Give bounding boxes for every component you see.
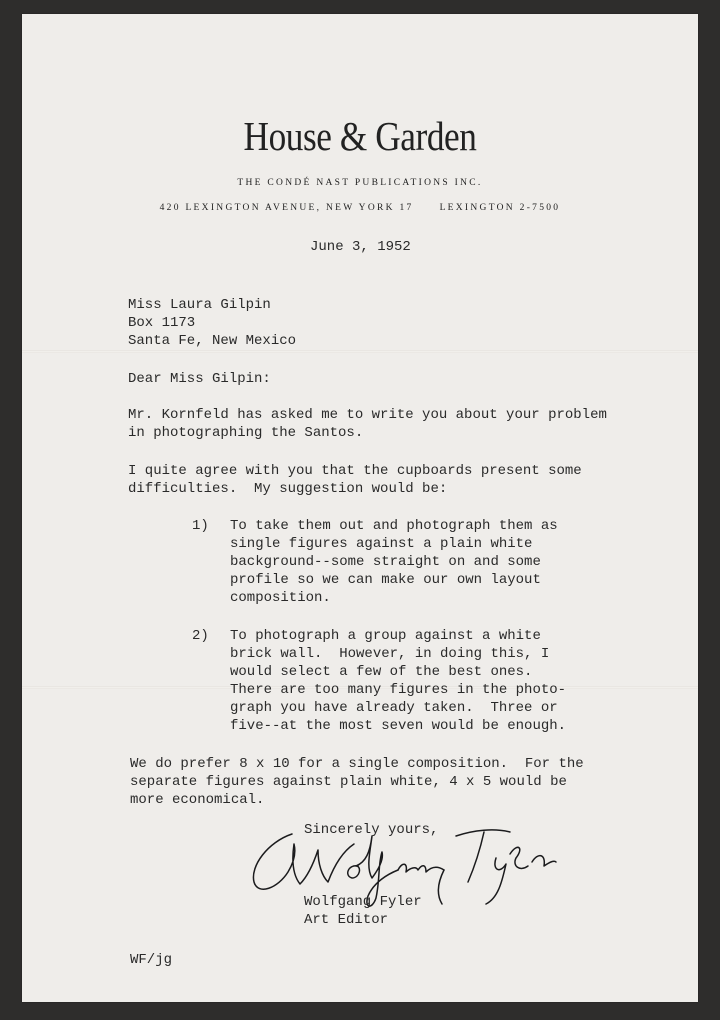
signer-name: Wolfgang Fyler [304, 894, 422, 910]
letter-date: June 3, 1952 [310, 239, 411, 255]
closing: Sincerely yours, [304, 822, 439, 838]
recipient-block [128, 296, 296, 350]
paragraph-line: Mr. Kornfeld has asked me to write you about your problem [128, 407, 607, 423]
letterhead-address-line [22, 203, 698, 213]
list-item-line: composition. [230, 590, 331, 606]
list-item-1-number: 1) [192, 518, 209, 534]
typist-initials: WF/jg [130, 952, 173, 968]
list-item-line: profile so we can make our own layout [230, 572, 541, 588]
list-item-line: To photograph a group against a white [230, 628, 541, 644]
list-item-line: There are too many figures in the photo- [230, 682, 567, 698]
signer-block [304, 893, 422, 929]
signer-title: Art Editor [304, 912, 389, 928]
letterhead-publisher: THE CONDÉ NAST PUBLICATIONS INC. [237, 178, 483, 188]
list-item-line: background--some straight on and some [230, 554, 541, 570]
recipient-line: Box 1173 [128, 315, 196, 331]
list-item-line: brick wall. However, in doing this, I [230, 646, 550, 662]
list-item-line: graph you have already taken. Three or [230, 700, 558, 716]
paragraph-line: I quite agree with you that the cupboards present some [128, 463, 582, 479]
paragraph-line: We do prefer 8 x 10 for a single composition. For the [130, 756, 584, 772]
letterhead-phone: LEXINGTON 2-7500 [439, 203, 561, 213]
paragraph-line: in photographing the Santos. [128, 425, 364, 441]
salutation: Dear Miss Gilpin: [128, 371, 271, 387]
paragraph-2 [128, 462, 582, 498]
list-item-1 [230, 517, 558, 607]
paragraph-line: separate figures against plain white, 4 x 5 would be [130, 774, 567, 790]
paragraph-line: more economical. [130, 792, 265, 808]
list-item-2 [230, 627, 566, 735]
paragraph-3 [130, 755, 584, 809]
list-item-line: To take them out and photograph them as [230, 518, 558, 534]
recipient-line: Santa Fe, New Mexico [128, 333, 297, 349]
letter-page [22, 14, 698, 1002]
paragraph-1 [128, 406, 607, 442]
letterhead-address: 420 LEXINGTON AVENUE, NEW YORK 17 [159, 203, 414, 213]
recipient-line: Miss Laura Gilpin [128, 297, 271, 313]
list-item-line: five--at the most seven would be enough. [230, 718, 567, 734]
paragraph-line: difficulties. My suggestion would be: [128, 481, 448, 497]
list-item-line: single figures against a plain white [230, 536, 533, 552]
list-item-line: would select a few of the best ones. [230, 664, 533, 680]
fold-line-top [22, 350, 698, 353]
letterhead-title: House & Garden [243, 113, 477, 159]
list-item-2-number: 2) [192, 628, 209, 644]
